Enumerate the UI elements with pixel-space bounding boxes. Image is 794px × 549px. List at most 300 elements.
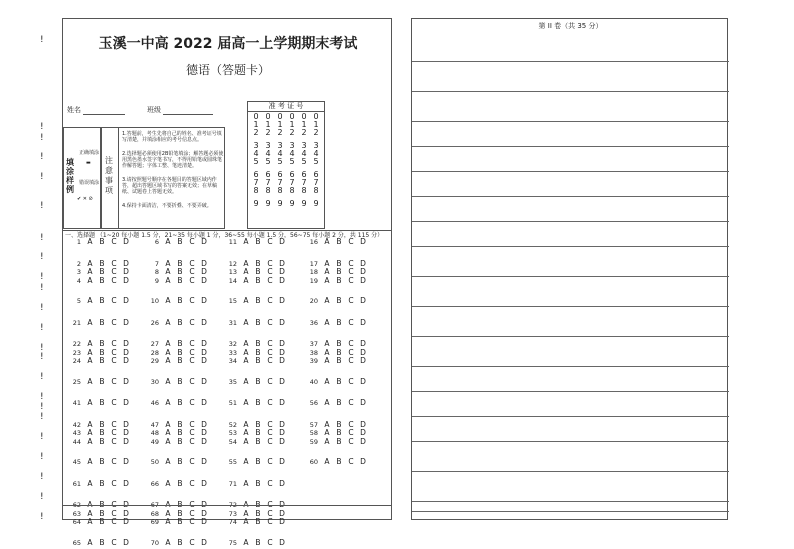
answer-option-c[interactable]: C <box>267 237 273 246</box>
answer-option-b[interactable]: B <box>177 376 183 386</box>
answer-option-d[interactable]: D <box>279 428 285 437</box>
answer-option-b[interactable]: B <box>99 339 105 348</box>
answer-option-c[interactable]: C <box>348 356 354 365</box>
answer-option-b[interactable]: B <box>99 376 105 386</box>
answer-option-b[interactable]: B <box>255 356 261 365</box>
admission-digit-option[interactable]: 4 <box>301 149 307 158</box>
answer-option-d[interactable]: D <box>201 517 207 526</box>
answer-option-d[interactable]: D <box>201 537 207 547</box>
answer-option-b[interactable]: B <box>177 339 183 348</box>
answer-option-c[interactable]: C <box>189 376 195 386</box>
admission-digit-option[interactable]: 1 <box>253 120 259 129</box>
answer-option-d[interactable]: D <box>123 517 129 526</box>
answer-option-a[interactable]: A <box>243 457 249 466</box>
answer-option-b[interactable]: B <box>177 258 183 268</box>
answer-option-a[interactable]: A <box>165 428 171 437</box>
admission-digit-option[interactable]: 8 <box>289 186 295 195</box>
answer-option-c[interactable]: C <box>267 376 273 386</box>
answer-option-b[interactable]: B <box>336 457 342 466</box>
answer-option-b[interactable]: B <box>177 436 183 446</box>
answer-option-a[interactable]: A <box>324 258 330 268</box>
answer-option-c[interactable]: C <box>189 267 195 276</box>
answer-option-c[interactable]: C <box>111 356 117 365</box>
answer-option-d[interactable]: D <box>201 457 207 466</box>
answer-option-b[interactable]: B <box>336 428 342 437</box>
admission-digit-option[interactable]: 7 <box>253 178 259 187</box>
admission-digit-option[interactable]: 0 <box>253 112 259 121</box>
answer-option-c[interactable]: C <box>111 258 117 268</box>
answer-option-b[interactable]: B <box>255 296 261 305</box>
answer-option-b[interactable]: B <box>99 478 105 488</box>
admission-digit-option[interactable]: 9 <box>301 199 307 208</box>
answer-option-c[interactable]: C <box>267 296 273 305</box>
admission-digit-option[interactable]: 6 <box>253 170 259 179</box>
answer-option-a[interactable]: A <box>87 356 93 365</box>
answer-option-c[interactable]: C <box>189 478 195 488</box>
answer-option-d[interactable]: D <box>201 347 207 357</box>
answer-option-d[interactable]: D <box>201 500 207 509</box>
answer-option-a[interactable]: A <box>87 428 93 437</box>
answer-option-b[interactable]: B <box>336 237 342 246</box>
answer-option-c[interactable]: C <box>348 258 354 268</box>
answer-option-d[interactable]: D <box>123 537 129 547</box>
answer-option-d[interactable]: D <box>279 419 285 429</box>
answer-option-c[interactable]: C <box>111 436 117 446</box>
admission-digit-option[interactable]: 6 <box>301 170 307 179</box>
answer-option-c[interactable]: C <box>111 339 117 348</box>
admission-digit-column[interactable] <box>251 113 261 208</box>
admission-digit-option[interactable]: 1 <box>265 120 271 129</box>
answer-option-a[interactable]: A <box>324 457 330 466</box>
answer-option-c[interactable]: C <box>111 517 117 526</box>
admission-digit-option[interactable]: 0 <box>313 112 319 121</box>
answer-option-b[interactable]: B <box>255 376 261 386</box>
admission-digit-option[interactable]: 0 <box>301 112 307 121</box>
answer-option-d[interactable]: D <box>279 258 285 268</box>
admission-digit-option[interactable]: 5 <box>277 157 283 166</box>
answer-option-d[interactable]: D <box>123 339 129 348</box>
answer-option-d[interactable]: D <box>360 376 366 386</box>
admission-digit-option[interactable]: 3 <box>301 141 307 150</box>
answer-option-c[interactable]: C <box>189 419 195 429</box>
answer-option-b[interactable]: B <box>99 517 105 526</box>
answer-option-c[interactable]: C <box>267 419 273 429</box>
admission-digit-option[interactable]: 2 <box>301 128 307 137</box>
answer-option-a[interactable]: A <box>243 275 249 285</box>
admission-digit-option[interactable]: 1 <box>277 120 283 129</box>
answer-option-b[interactable]: B <box>255 275 261 285</box>
answer-option-d[interactable]: D <box>360 275 366 285</box>
answer-option-c[interactable]: C <box>267 356 273 365</box>
admission-digit-option[interactable]: 2 <box>265 128 271 137</box>
admission-digit-option[interactable]: 2 <box>313 128 319 137</box>
admission-digit-option[interactable]: 3 <box>313 141 319 150</box>
answer-option-d[interactable]: D <box>279 275 285 285</box>
admission-digit-option[interactable]: 5 <box>301 157 307 166</box>
answer-option-a[interactable]: A <box>165 436 171 446</box>
admission-digit-option[interactable]: 5 <box>265 157 271 166</box>
answer-option-a[interactable]: A <box>243 356 249 365</box>
answer-option-d[interactable]: D <box>279 339 285 348</box>
answer-option-a[interactable]: A <box>87 517 93 526</box>
admission-digit-option[interactable]: 8 <box>277 186 283 195</box>
answer-option-b[interactable]: B <box>177 275 183 285</box>
answer-option-d[interactable]: D <box>360 347 366 357</box>
answer-option-b[interactable]: B <box>177 517 183 526</box>
answer-option-c[interactable]: C <box>348 317 354 327</box>
answer-option-a[interactable]: A <box>165 258 171 268</box>
answer-option-c[interactable]: C <box>111 267 117 276</box>
answer-option-b[interactable]: B <box>99 317 105 327</box>
answer-option-c[interactable]: C <box>111 508 117 518</box>
answer-option-a[interactable]: A <box>243 376 249 386</box>
answer-option-c[interactable]: C <box>189 457 195 466</box>
answer-option-a[interactable]: A <box>243 508 249 518</box>
answer-option-a[interactable]: A <box>165 478 171 488</box>
answer-option-b[interactable]: B <box>336 267 342 276</box>
admission-digit-option[interactable]: 4 <box>265 149 271 158</box>
admission-digit-option[interactable]: 2 <box>253 128 259 137</box>
admission-digit-column[interactable] <box>311 113 321 208</box>
answer-option-a[interactable]: A <box>87 376 93 386</box>
answer-option-d[interactable]: D <box>279 296 285 305</box>
answer-option-a[interactable]: A <box>87 419 93 429</box>
answer-option-a[interactable]: A <box>165 339 171 348</box>
admission-digit-option[interactable]: 7 <box>301 178 307 187</box>
answer-option-b[interactable]: B <box>99 237 105 246</box>
answer-option-a[interactable]: A <box>165 537 171 547</box>
answer-option-a[interactable]: A <box>324 275 330 285</box>
admission-digit-option[interactable]: 8 <box>313 186 319 195</box>
answer-option-a[interactable]: A <box>324 419 330 429</box>
answer-option-c[interactable]: C <box>348 457 354 466</box>
answer-option-d[interactable]: D <box>360 317 366 327</box>
answer-option-d[interactable]: D <box>201 258 207 268</box>
answer-option-c[interactable]: C <box>267 436 273 446</box>
answer-option-c[interactable]: C <box>189 398 195 407</box>
answer-option-d[interactable]: D <box>360 339 366 348</box>
answer-option-b[interactable]: B <box>336 275 342 285</box>
answer-option-b[interactable]: B <box>99 419 105 429</box>
answer-option-b[interactable]: B <box>336 376 342 386</box>
answer-option-a[interactable]: A <box>87 339 93 348</box>
answer-option-a[interactable]: A <box>243 258 249 268</box>
answer-option-a[interactable]: A <box>165 398 171 407</box>
answer-option-c[interactable]: C <box>348 419 354 429</box>
answer-option-a[interactable]: A <box>165 376 171 386</box>
answer-option-c[interactable]: C <box>111 537 117 547</box>
answer-option-b[interactable]: B <box>336 436 342 446</box>
answer-option-b[interactable]: B <box>177 419 183 429</box>
answer-option-d[interactable]: D <box>201 419 207 429</box>
answer-option-c[interactable]: C <box>348 436 354 446</box>
answer-option-d[interactable]: D <box>201 296 207 305</box>
answer-option-c[interactable]: C <box>111 376 117 386</box>
answer-option-b[interactable]: B <box>177 296 183 305</box>
answer-option-b[interactable]: B <box>99 500 105 509</box>
answer-option-b[interactable]: B <box>336 356 342 365</box>
answer-option-a[interactable]: A <box>243 237 249 246</box>
answer-option-a[interactable]: A <box>165 419 171 429</box>
answer-option-c[interactable]: C <box>267 398 273 407</box>
answer-option-c[interactable]: C <box>111 347 117 357</box>
answer-option-d[interactable]: D <box>360 436 366 446</box>
answer-option-a[interactable]: A <box>243 478 249 488</box>
admission-digit-option[interactable]: 4 <box>289 149 295 158</box>
admission-digit-option[interactable]: 3 <box>265 141 271 150</box>
answer-option-a[interactable]: A <box>324 267 330 276</box>
answer-option-a[interactable]: A <box>87 258 93 268</box>
answer-option-d[interactable]: D <box>123 347 129 357</box>
admission-digit-option[interactable]: 1 <box>289 120 295 129</box>
answer-option-d[interactable]: D <box>123 419 129 429</box>
answer-option-b[interactable]: B <box>177 508 183 518</box>
answer-option-c[interactable]: C <box>348 267 354 276</box>
answer-option-c[interactable]: C <box>111 428 117 437</box>
answer-option-a[interactable]: A <box>324 398 330 407</box>
answer-option-d[interactable]: D <box>201 436 207 446</box>
answer-option-b[interactable]: B <box>336 317 342 327</box>
answer-option-d[interactable]: D <box>201 428 207 437</box>
answer-option-c[interactable]: C <box>267 347 273 357</box>
answer-option-c[interactable]: C <box>348 237 354 246</box>
answer-option-a[interactable]: A <box>243 398 249 407</box>
answer-option-b[interactable]: B <box>177 267 183 276</box>
answer-option-a[interactable]: A <box>87 317 93 327</box>
answer-option-d[interactable]: D <box>123 436 129 446</box>
answer-option-a[interactable]: A <box>165 267 171 276</box>
answer-option-c[interactable]: C <box>267 457 273 466</box>
answer-option-a[interactable]: A <box>243 347 249 357</box>
answer-option-d[interactable]: D <box>360 356 366 365</box>
admission-digit-option[interactable]: 7 <box>313 178 319 187</box>
answer-option-a[interactable]: A <box>165 296 171 305</box>
answer-option-d[interactable]: D <box>201 317 207 327</box>
answer-option-a[interactable]: A <box>87 275 93 285</box>
answer-option-c[interactable]: C <box>111 419 117 429</box>
answer-option-a[interactable]: A <box>324 296 330 305</box>
answer-option-a[interactable]: A <box>243 537 249 547</box>
answer-option-b[interactable]: B <box>255 419 261 429</box>
answer-option-d[interactable]: D <box>360 237 366 246</box>
answer-option-a[interactable]: A <box>165 237 171 246</box>
answer-option-b[interactable]: B <box>255 478 261 488</box>
answer-option-d[interactable]: D <box>360 457 366 466</box>
answer-option-a[interactable]: A <box>243 419 249 429</box>
answer-option-b[interactable]: B <box>255 258 261 268</box>
answer-option-d[interactable]: D <box>201 508 207 518</box>
answer-option-c[interactable]: C <box>189 436 195 446</box>
answer-option-c[interactable]: C <box>267 339 273 348</box>
answer-option-c[interactable]: C <box>267 428 273 437</box>
answer-option-a[interactable]: A <box>243 267 249 276</box>
answer-option-b[interactable]: B <box>99 258 105 268</box>
answer-option-d[interactable]: D <box>279 398 285 407</box>
answer-option-b[interactable]: B <box>99 398 105 407</box>
admission-digit-option[interactable]: 8 <box>253 186 259 195</box>
answer-option-d[interactable]: D <box>201 237 207 246</box>
answer-option-a[interactable]: A <box>87 537 93 547</box>
answer-option-d[interactable]: D <box>279 347 285 357</box>
answer-option-d[interactable]: D <box>360 398 366 407</box>
answer-option-c[interactable]: C <box>348 275 354 285</box>
admission-digit-column[interactable] <box>263 113 273 208</box>
admission-digit-option[interactable]: 4 <box>313 149 319 158</box>
answer-option-c[interactable]: C <box>189 347 195 357</box>
answer-option-a[interactable]: A <box>243 317 249 327</box>
answer-option-b[interactable]: B <box>255 537 261 547</box>
answer-option-a[interactable]: A <box>165 317 171 327</box>
answer-option-d[interactable]: D <box>279 317 285 327</box>
answer-option-a[interactable]: A <box>243 296 249 305</box>
answer-option-b[interactable]: B <box>99 296 105 305</box>
answer-option-c[interactable]: C <box>189 275 195 285</box>
answer-option-d[interactable]: D <box>279 376 285 386</box>
answer-option-d[interactable]: D <box>279 356 285 365</box>
admission-digit-option[interactable]: 2 <box>289 128 295 137</box>
answer-option-a[interactable]: A <box>243 500 249 509</box>
admission-digit-option[interactable]: 9 <box>265 199 271 208</box>
answer-option-d[interactable]: D <box>123 258 129 268</box>
answer-option-b[interactable]: B <box>177 500 183 509</box>
answer-option-c[interactable]: C <box>189 296 195 305</box>
answer-option-b[interactable]: B <box>177 457 183 466</box>
answer-option-a[interactable]: A <box>324 376 330 386</box>
admission-digit-option[interactable]: 8 <box>265 186 271 195</box>
answer-option-a[interactable]: A <box>324 339 330 348</box>
answer-option-c[interactable]: C <box>348 339 354 348</box>
answer-option-b[interactable]: B <box>255 267 261 276</box>
answer-option-b[interactable]: B <box>99 275 105 285</box>
admission-digit-option[interactable]: 7 <box>277 178 283 187</box>
answer-option-d[interactable]: D <box>123 356 129 365</box>
answer-option-d[interactable]: D <box>201 356 207 365</box>
answer-option-b[interactable]: B <box>177 537 183 547</box>
answer-option-c[interactable]: C <box>189 317 195 327</box>
answer-option-c[interactable]: C <box>348 428 354 437</box>
answer-option-b[interactable]: B <box>99 508 105 518</box>
answer-option-a[interactable]: A <box>324 237 330 246</box>
answer-option-b[interactable]: B <box>255 500 261 509</box>
answer-option-d[interactable]: D <box>279 500 285 509</box>
answer-option-b[interactable]: B <box>99 428 105 437</box>
answer-option-c[interactable]: C <box>189 517 195 526</box>
admission-digit-option[interactable]: 0 <box>265 112 271 121</box>
answer-option-b[interactable]: B <box>255 457 261 466</box>
answer-option-d[interactable]: D <box>123 237 129 246</box>
answer-option-b[interactable]: B <box>255 398 261 407</box>
admission-digit-option[interactable]: 4 <box>277 149 283 158</box>
admission-digit-column[interactable] <box>287 113 297 208</box>
class-blank[interactable] <box>163 108 213 115</box>
answer-option-a[interactable]: A <box>87 398 93 407</box>
answer-option-b[interactable]: B <box>177 237 183 246</box>
admission-digit-column[interactable] <box>299 113 309 208</box>
answer-option-d[interactable]: D <box>201 376 207 386</box>
answer-option-b[interactable]: B <box>177 398 183 407</box>
answer-option-c[interactable]: C <box>189 428 195 437</box>
answer-option-d[interactable]: D <box>123 500 129 509</box>
admission-digit-option[interactable]: 5 <box>289 157 295 166</box>
answer-option-b[interactable]: B <box>99 457 105 466</box>
answer-option-d[interactable]: D <box>123 296 129 305</box>
answer-option-b[interactable]: B <box>255 517 261 526</box>
admission-digit-option[interactable]: 9 <box>277 199 283 208</box>
answer-option-c[interactable]: C <box>111 500 117 509</box>
answer-option-b[interactable]: B <box>255 237 261 246</box>
answer-option-c[interactable]: C <box>111 317 117 327</box>
answer-option-a[interactable]: A <box>324 317 330 327</box>
answer-option-d[interactable]: D <box>279 457 285 466</box>
answer-option-b[interactable]: B <box>255 508 261 518</box>
admission-digit-option[interactable]: 6 <box>277 170 283 179</box>
answer-option-a[interactable]: A <box>243 339 249 348</box>
answer-option-d[interactable]: D <box>123 317 129 327</box>
admission-digit-option[interactable]: 6 <box>265 170 271 179</box>
answer-option-c[interactable]: C <box>267 517 273 526</box>
answer-option-c[interactable]: C <box>189 508 195 518</box>
admission-digit-option[interactable]: 0 <box>277 112 283 121</box>
answer-option-c[interactable]: C <box>267 267 273 276</box>
answer-option-c[interactable]: C <box>111 478 117 488</box>
answer-option-a[interactable]: A <box>87 508 93 518</box>
answer-option-d[interactable]: D <box>279 478 285 488</box>
answer-option-d[interactable]: D <box>279 537 285 547</box>
answer-option-a[interactable]: A <box>165 356 171 365</box>
answer-option-b[interactable]: B <box>99 347 105 357</box>
answer-option-c[interactable]: C <box>111 296 117 305</box>
answer-option-a[interactable]: A <box>243 436 249 446</box>
answer-option-b[interactable]: B <box>336 347 342 357</box>
answer-option-d[interactable]: D <box>279 267 285 276</box>
answer-option-a[interactable]: A <box>324 347 330 357</box>
admission-digit-option[interactable]: 4 <box>253 149 259 158</box>
answer-option-c[interactable]: C <box>267 317 273 327</box>
answer-option-a[interactable]: A <box>243 428 249 437</box>
answer-option-d[interactable]: D <box>201 339 207 348</box>
name-blank[interactable] <box>83 108 125 115</box>
admission-digit-option[interactable]: 5 <box>313 157 319 166</box>
answer-option-a[interactable]: A <box>243 517 249 526</box>
admission-digit-option[interactable]: 7 <box>289 178 295 187</box>
answer-option-b[interactable]: B <box>99 436 105 446</box>
admission-digit-option[interactable]: 6 <box>289 170 295 179</box>
answer-option-c[interactable]: C <box>111 237 117 246</box>
admission-digit-option[interactable]: 9 <box>313 199 319 208</box>
answer-option-b[interactable]: B <box>336 258 342 268</box>
admission-digit-option[interactable]: 7 <box>265 178 271 187</box>
answer-option-c[interactable]: C <box>189 356 195 365</box>
admission-digit-option[interactable]: 5 <box>253 157 259 166</box>
answer-option-d[interactable]: D <box>360 428 366 437</box>
answer-option-b[interactable]: B <box>99 356 105 365</box>
answer-option-b[interactable]: B <box>336 398 342 407</box>
admission-digit-option[interactable]: 3 <box>277 141 283 150</box>
answer-option-d[interactable]: D <box>279 517 285 526</box>
answer-option-b[interactable]: B <box>255 347 261 357</box>
answer-option-a[interactable]: A <box>87 237 93 246</box>
answer-option-d[interactable]: D <box>123 376 129 386</box>
answer-option-b[interactable]: B <box>99 267 105 276</box>
answer-option-c[interactable]: C <box>348 398 354 407</box>
admission-digit-option[interactable]: 0 <box>289 112 295 121</box>
answer-option-c[interactable]: C <box>348 296 354 305</box>
answer-option-a[interactable]: A <box>165 500 171 509</box>
admission-digit-option[interactable]: 8 <box>301 186 307 195</box>
admission-digit-option[interactable]: 9 <box>253 199 259 208</box>
answer-option-c[interactable]: C <box>267 500 273 509</box>
answer-option-d[interactable]: D <box>123 398 129 407</box>
